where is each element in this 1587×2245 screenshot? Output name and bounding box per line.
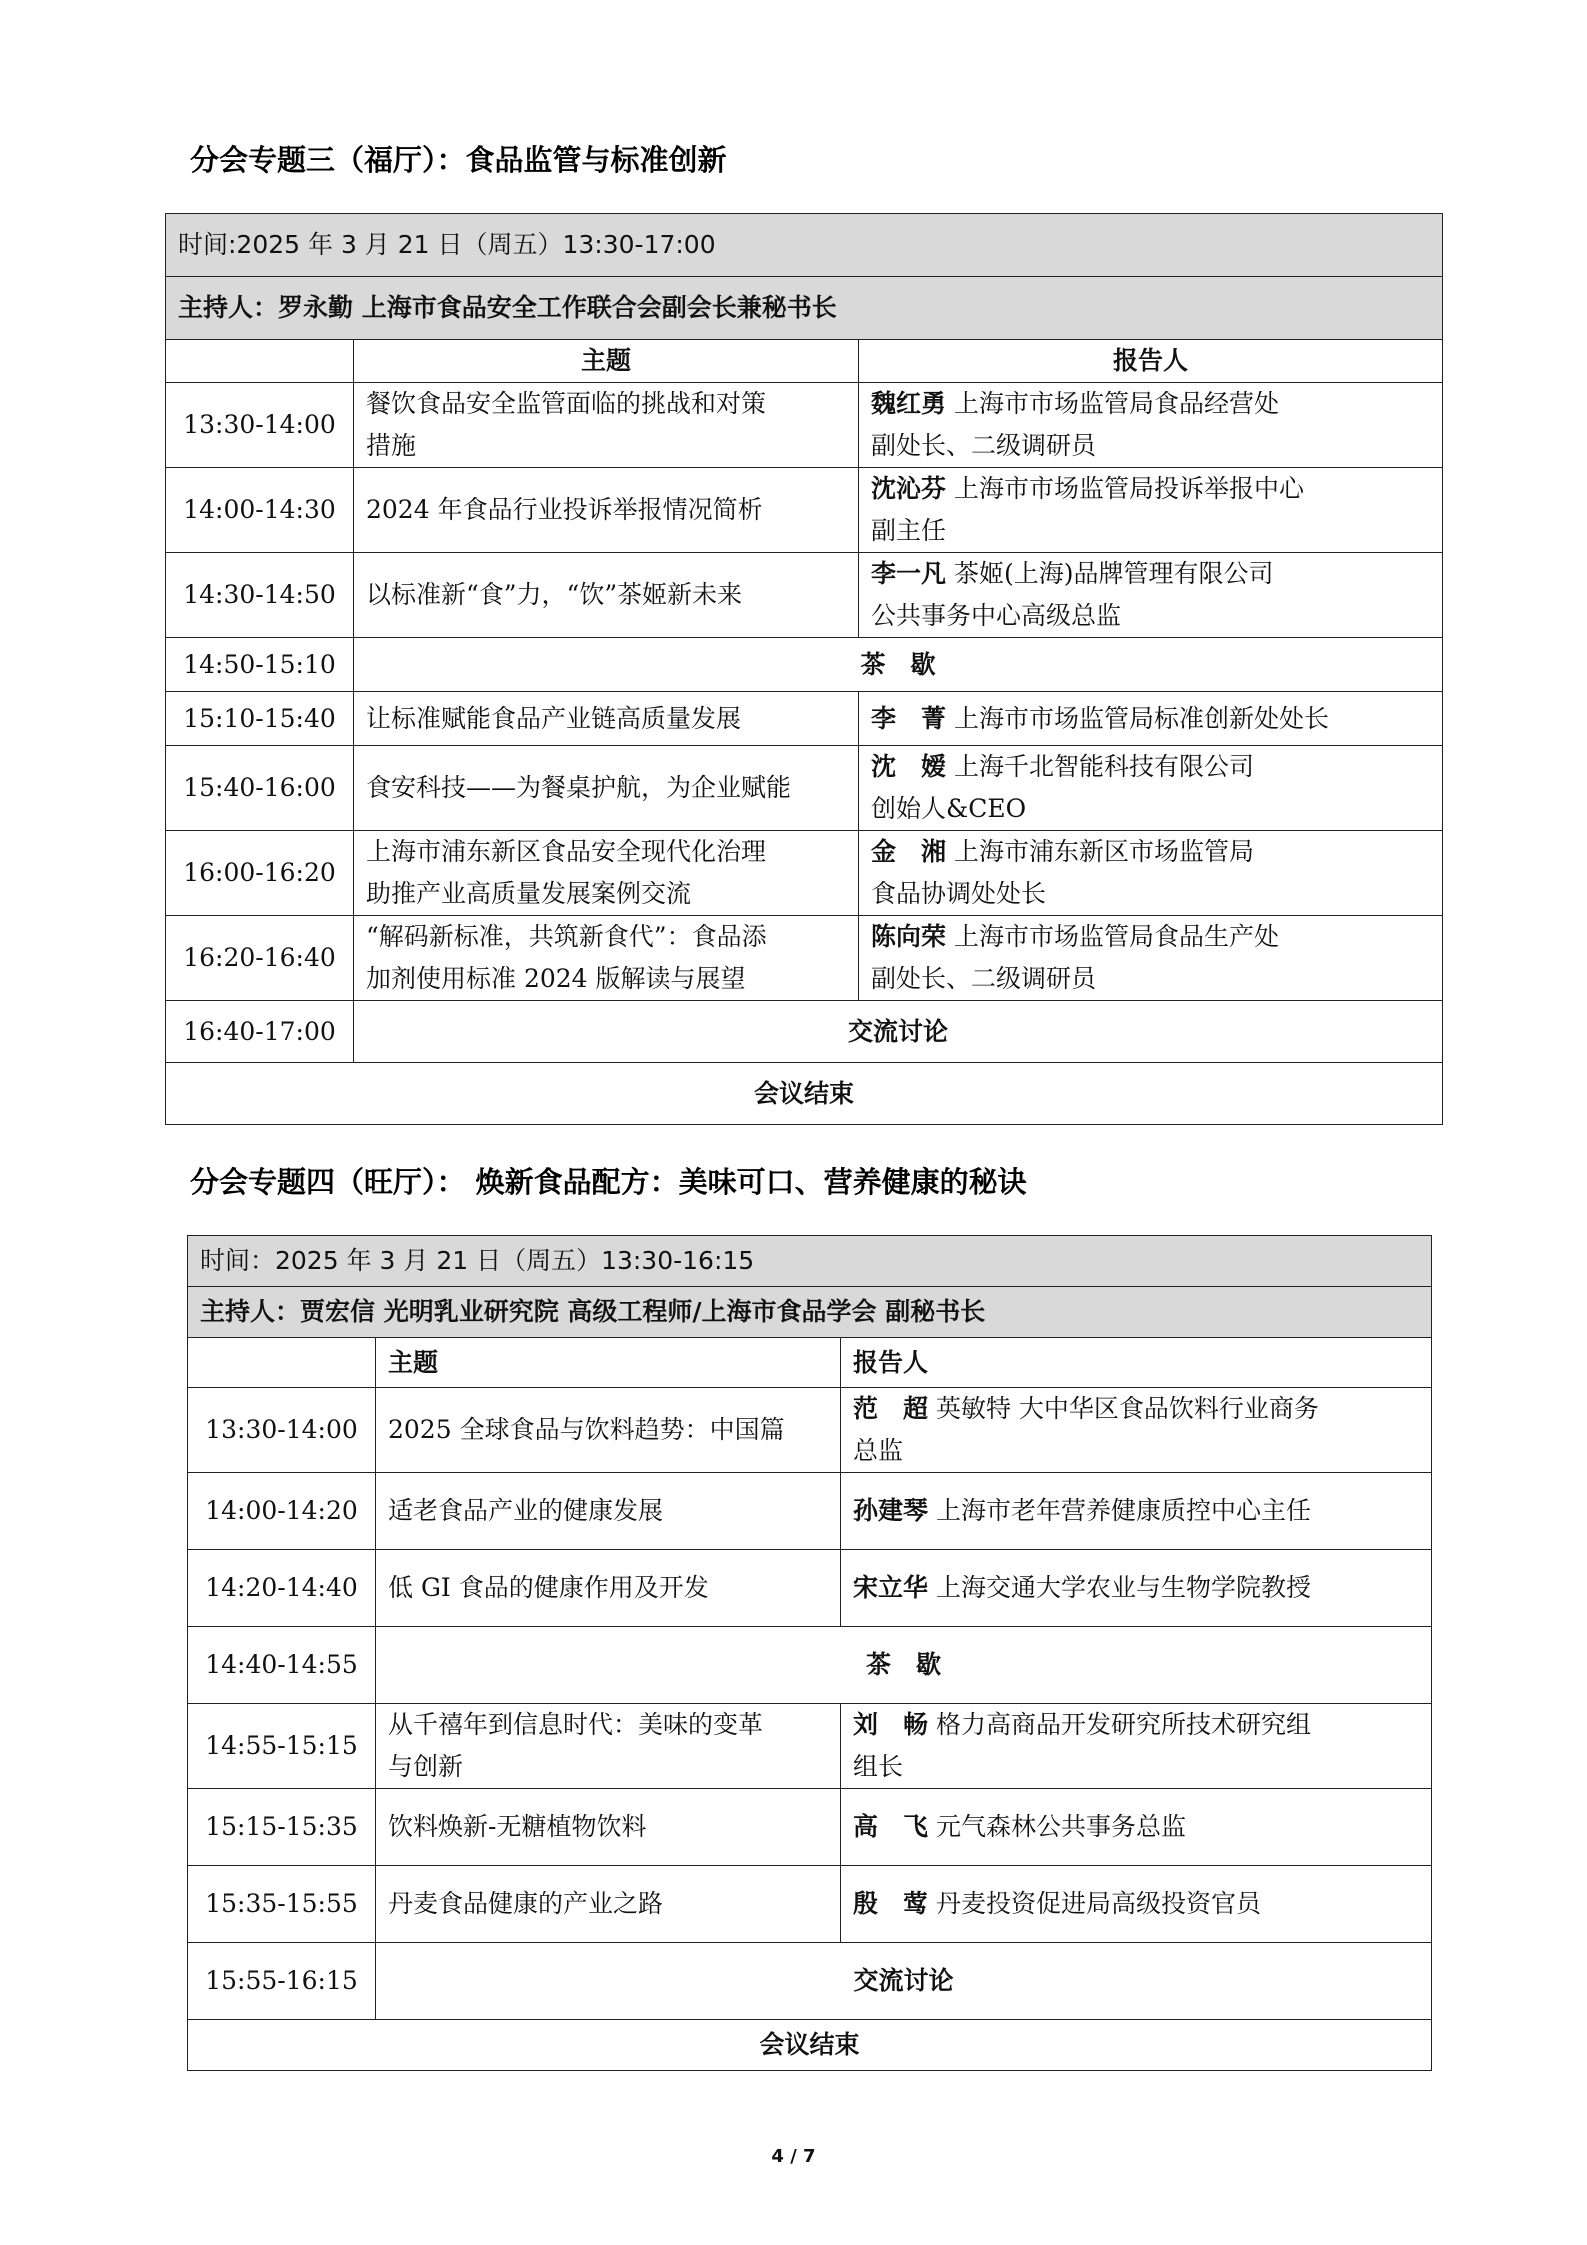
speaker-affiliation: 上海市市场监管局标准创新处处长 <box>953 703 1329 733</box>
slot-topic <box>376 1388 841 1473</box>
schedule-row <box>166 1001 1443 1063</box>
slot-topic <box>376 1789 841 1866</box>
slot-time: 15:35-15:55 <box>188 1866 376 1943</box>
slot-time: 14:20-14:40 <box>188 1550 376 1627</box>
topic-line: 食安科技——为餐桌护航，为企业赋能 <box>366 773 792 802</box>
schedule-row <box>188 1627 1432 1704</box>
section3-schedule-table <box>165 213 1443 1125</box>
slot-time: 14:40-14:55 <box>188 1627 376 1704</box>
speaker-name: 李 菁 <box>871 703 947 733</box>
topic-line: 餐饮食品安全监管面临的挑战和对策 <box>366 389 767 418</box>
slot-speaker <box>859 746 1443 831</box>
speaker-title: 食品协调处处长 <box>871 879 1047 908</box>
speaker-line <box>871 698 1430 740</box>
speaker-title: 副处长、二级调研员 <box>871 964 1097 993</box>
slot-speaker <box>859 468 1443 553</box>
speaker-line <box>853 1567 1419 1609</box>
speaker-line <box>853 1704 1419 1746</box>
schedule-row <box>166 831 1443 916</box>
slot-time: 15:55-16:15 <box>188 1943 376 2020</box>
speaker-affiliation: 上海市市场监管局投诉举报中心 <box>953 474 1304 503</box>
topic-line: 以标准新“食”力，“饮”茶姬新未来 <box>366 580 743 609</box>
topic-line: 上海市浦东新区食品安全现代化治理 <box>366 837 767 866</box>
slot-time: 13:30-14:00 <box>166 383 354 468</box>
topic-line: 饮料焕新-无糖植物饮料 <box>388 1812 647 1841</box>
slot-topic <box>354 916 859 1001</box>
topic-line: 低 GI 食品的健康作用及开发 <box>388 1573 709 1602</box>
speaker-name: 孙建琴 <box>853 1496 929 1525</box>
topic-line: 适老食品产业的健康发展 <box>388 1496 664 1525</box>
section4-header-speaker: 报告人 <box>841 1338 1432 1388</box>
slot-speaker <box>859 831 1443 916</box>
speaker-line <box>871 553 1430 595</box>
speaker-affiliation: 丹麦投资促进局高级投资官员 <box>935 1889 1261 1918</box>
slot-speaker <box>841 1388 1432 1473</box>
speaker-affiliation: 上海市市场监管局食品经营处 <box>953 389 1279 418</box>
slot-time: 16:20-16:40 <box>166 916 354 1001</box>
section4-host-line: 主持人：贾宏信 光明乳业研究院 高级工程师/上海市食品学会 副秘书长 <box>188 1287 1432 1338</box>
speaker-name: 宋立华 <box>853 1573 929 1602</box>
speaker-name: 沈沁芬 <box>871 474 947 503</box>
slot-topic <box>376 1866 841 1943</box>
speaker-affiliation: 上海市市场监管局食品生产处 <box>953 922 1279 951</box>
speaker-affiliation: 茶姬(上海)品牌管理有限公司 <box>953 559 1274 588</box>
break-label: 交流讨论 <box>376 1943 1432 2020</box>
topic-line: 2024 年食品行业投诉举报情况简析 <box>366 495 763 524</box>
slot-time: 15:40-16:00 <box>166 746 354 831</box>
topic-line: “解码新标准，共筑新食代”：食品添 <box>366 922 767 951</box>
slot-topic <box>354 831 859 916</box>
schedule-row <box>188 1704 1432 1789</box>
schedule-row <box>188 1550 1432 1627</box>
speaker-name: 范 超 <box>853 1394 929 1423</box>
slot-speaker <box>841 1789 1432 1866</box>
page-number: 4 / 7 <box>771 2146 816 2167</box>
slot-speaker <box>859 916 1443 1001</box>
speaker-name: 金 湘 <box>871 837 947 866</box>
section4-heading: 分会专题四（旺厅）： 焕新食品配方：美味可口、营养健康的秘诀 <box>190 1165 1027 1199</box>
slot-topic <box>354 383 859 468</box>
schedule-row <box>188 1943 1432 2020</box>
slot-topic <box>354 692 859 746</box>
slot-time: 14:30-14:50 <box>166 553 354 638</box>
slot-speaker <box>841 1866 1432 1943</box>
speaker-line <box>853 1388 1419 1430</box>
speaker-title: 创始人&CEO <box>871 794 1027 823</box>
slot-time: 16:40-17:00 <box>166 1001 354 1063</box>
slot-speaker <box>841 1550 1432 1627</box>
slot-time: 13:30-14:00 <box>188 1388 376 1473</box>
section4-header-topic: 主题 <box>376 1338 841 1388</box>
speaker-title: 副处长、二级调研员 <box>871 431 1097 460</box>
section3-end: 会议结束 <box>166 1063 1443 1125</box>
section4-header-time <box>188 1338 376 1388</box>
slot-time: 14:55-15:15 <box>188 1704 376 1789</box>
slot-speaker <box>859 553 1443 638</box>
break-label: 茶 歇 <box>376 1627 1432 1704</box>
schedule-row <box>166 746 1443 831</box>
slot-time: 14:00-14:20 <box>188 1473 376 1550</box>
schedule-row <box>166 916 1443 1001</box>
slot-topic <box>354 553 859 638</box>
slot-speaker <box>859 383 1443 468</box>
section4-end: 会议结束 <box>188 2020 1432 2071</box>
speaker-affiliation: 上海千北智能科技有限公司 <box>953 752 1254 781</box>
section3-rows <box>166 383 1443 1063</box>
slot-topic <box>376 1473 841 1550</box>
speaker-affiliation: 上海市浦东新区市场监管局 <box>953 837 1254 866</box>
section4-time-line: 时间：2025 年 3 月 21 日（周五）13:30-16:15 <box>188 1236 1432 1287</box>
speaker-line <box>871 916 1430 958</box>
schedule-row <box>188 1789 1432 1866</box>
speaker-name: 高 飞 <box>853 1812 929 1841</box>
slot-speaker <box>859 692 1443 746</box>
speaker-affiliation: 格力高商品开发研究所技术研究组 <box>935 1710 1311 1739</box>
section3-time-line: 时间:2025 年 3 月 21 日（周五）13:30-17:00 <box>166 214 1443 277</box>
schedule-row <box>166 468 1443 553</box>
break-label: 交流讨论 <box>354 1001 1443 1063</box>
section4-schedule-table <box>187 1235 1432 2071</box>
speaker-title: 总监 <box>853 1436 904 1465</box>
speaker-name: 殷 莺 <box>853 1889 929 1918</box>
speaker-name: 李一凡 <box>871 559 947 588</box>
speaker-line <box>871 831 1430 873</box>
schedule-row <box>166 638 1443 692</box>
topic-line: 从千禧年到信息时代：美味的变革 <box>388 1710 764 1739</box>
section3-header-speaker: 报告人 <box>859 340 1443 383</box>
topic-line: 丹麦食品健康的产业之路 <box>388 1889 664 1918</box>
slot-topic <box>376 1550 841 1627</box>
speaker-name: 魏红勇 <box>871 389 947 418</box>
topic-line: 措施 <box>366 431 417 460</box>
speaker-title: 公共事务中心高级总监 <box>871 601 1122 630</box>
schedule-row <box>188 1388 1432 1473</box>
slot-topic <box>354 746 859 831</box>
speaker-title: 副主任 <box>871 516 947 545</box>
speaker-line <box>871 383 1430 425</box>
speaker-line <box>871 468 1430 510</box>
break-label: 茶 歇 <box>354 638 1443 692</box>
topic-line: 与创新 <box>388 1752 464 1781</box>
speaker-affiliation: 英敏特 大中华区食品饮料行业商务 <box>935 1394 1319 1423</box>
slot-time: 16:00-16:20 <box>166 831 354 916</box>
speaker-title: 组长 <box>853 1752 904 1781</box>
speaker-name: 刘 畅 <box>853 1710 929 1739</box>
slot-time: 15:15-15:35 <box>188 1789 376 1866</box>
topic-line: 让标准赋能食品产业链高质量发展 <box>366 703 742 733</box>
slot-topic <box>376 1704 841 1789</box>
slot-time: 14:00-14:30 <box>166 468 354 553</box>
speaker-line <box>871 746 1430 788</box>
slot-time: 14:50-15:10 <box>166 638 354 692</box>
topic-line: 2025 全球食品与饮料趋势：中国篇 <box>388 1415 785 1444</box>
speaker-line <box>853 1806 1419 1848</box>
slot-speaker <box>841 1704 1432 1789</box>
speaker-name: 沈 嫒 <box>871 752 947 781</box>
section3-host-line: 主持人：罗永勤 上海市食品安全工作联合会副会长兼秘书长 <box>166 277 1443 340</box>
speaker-affiliation: 元气森林公共事务总监 <box>935 1812 1186 1841</box>
section3-header-topic: 主题 <box>354 340 859 383</box>
schedule-row <box>166 383 1443 468</box>
schedule-row <box>166 692 1443 746</box>
section3-header-time <box>166 340 354 383</box>
speaker-line <box>853 1883 1419 1925</box>
speaker-line <box>853 1490 1419 1532</box>
speaker-affiliation: 上海市老年营养健康质控中心主任 <box>935 1496 1311 1525</box>
section4-rows <box>188 1388 1432 2020</box>
slot-speaker <box>841 1473 1432 1550</box>
slot-time: 15:10-15:40 <box>166 692 354 746</box>
schedule-row <box>188 1473 1432 1550</box>
topic-line: 加剂使用标准 2024 版解读与展望 <box>366 964 746 993</box>
topic-line: 助推产业高质量发展案例交流 <box>366 879 692 908</box>
speaker-affiliation: 上海交通大学农业与生物学院教授 <box>935 1573 1311 1602</box>
slot-topic <box>354 468 859 553</box>
speaker-name: 陈向荣 <box>871 922 947 951</box>
schedule-row <box>188 1866 1432 1943</box>
schedule-row <box>166 553 1443 638</box>
section3-heading: 分会专题三（福厅）：食品监管与标准创新 <box>190 143 727 177</box>
